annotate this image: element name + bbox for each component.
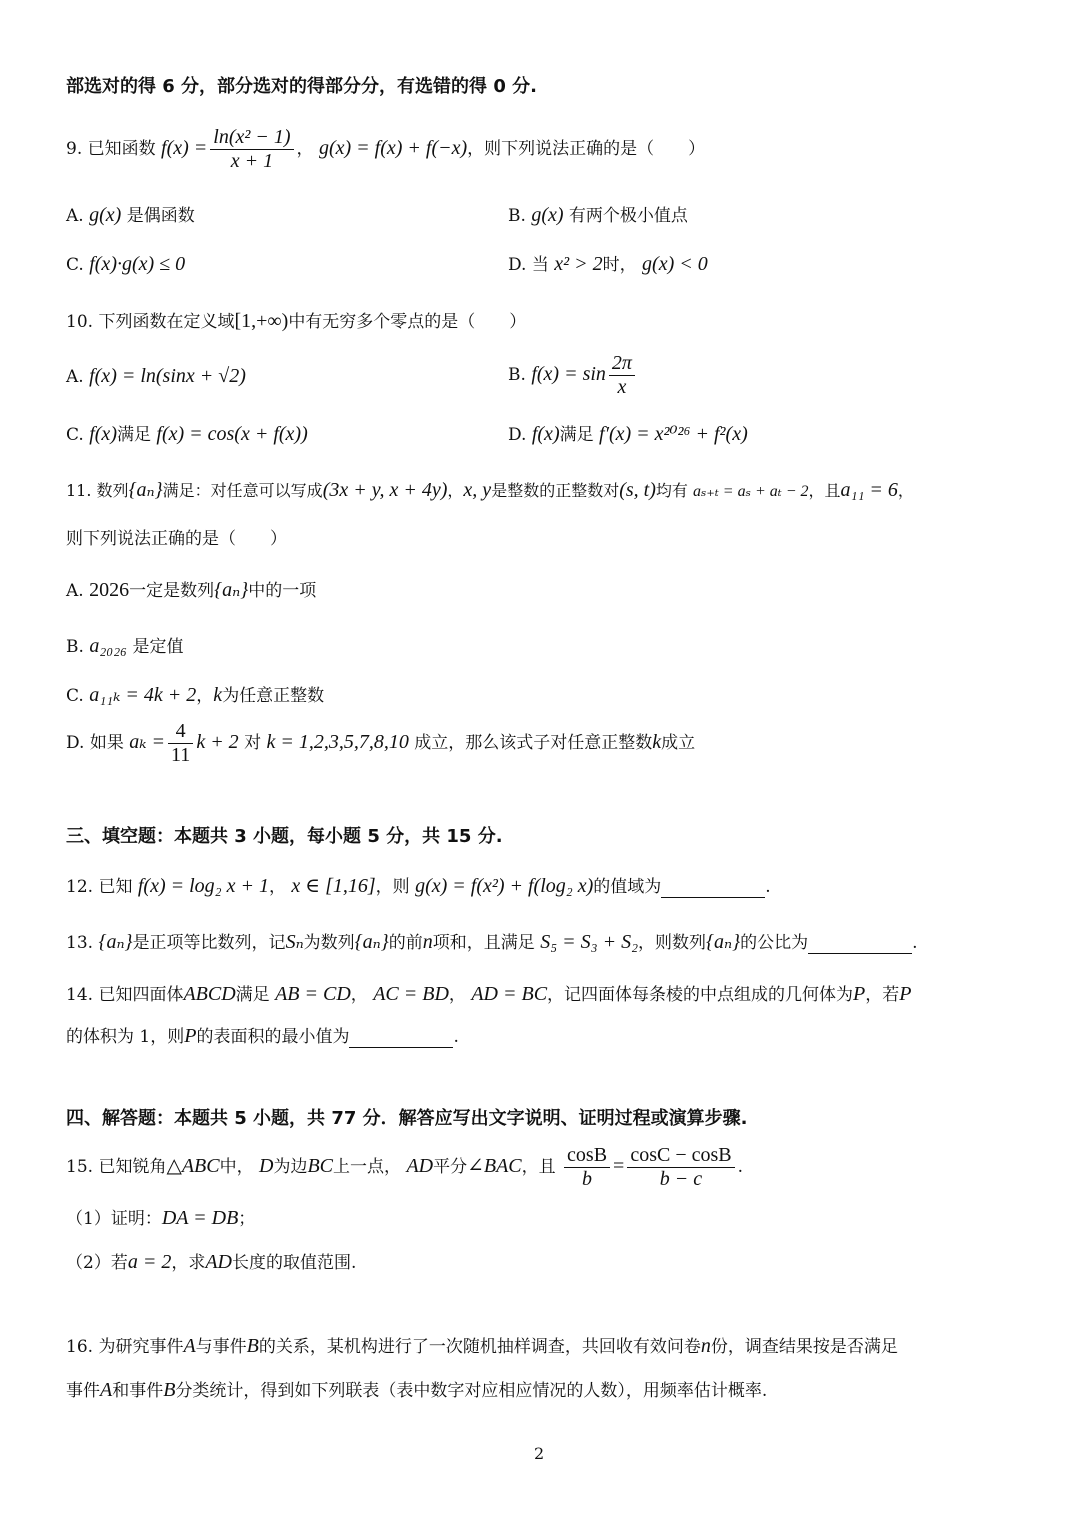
q9-f-denominator: x + 1	[230, 150, 274, 172]
question-10	[66, 309, 526, 333]
q13-end: .	[912, 933, 918, 953]
q16-s3: 的关系，某机构进行了一次随机抽样调查，共回收有效问卷	[258, 1337, 701, 1357]
question-14	[66, 982, 911, 1006]
q10-domain: [1,+∞)	[234, 310, 289, 332]
q9-option-b-label: B.	[508, 206, 526, 226]
q10-option-b-numerator: 2π	[609, 352, 635, 376]
q13-s3: 的前	[388, 933, 423, 953]
q10-option-a-math: f(x) = ln(sinx + √2)	[89, 365, 246, 387]
q10-option-c	[66, 422, 308, 446]
q13-seq2: {aₙ}	[354, 931, 389, 953]
q13-seq3: {aₙ}	[706, 931, 741, 953]
q11-s7: ，	[897, 481, 914, 500]
page-number: 2	[534, 1444, 545, 1463]
q11-option-c-t2: 为任意正整数	[222, 686, 325, 706]
q16-s4: 份，调查结果按是否满足	[710, 1337, 898, 1357]
q15-frac1-denominator: b	[582, 1168, 593, 1190]
q12-s3: ，则	[375, 877, 410, 897]
q9-option-c-math: f(x)·g(x) ≤ 0	[89, 253, 186, 275]
q16-line2	[66, 1378, 767, 1402]
q11-option-a-label: A.	[66, 581, 84, 601]
q10-stem-pre: 下列函数在定义域	[98, 312, 235, 332]
q15-p2-end: 长度的取值范围.	[232, 1253, 357, 1273]
q14-p: P	[853, 983, 866, 1005]
q11-option-d-rhs: k + 2	[196, 731, 239, 753]
q15-angle: ∠BAC	[467, 1155, 522, 1177]
q11-option-d-fraction	[168, 720, 193, 767]
q10-option-d-label: D.	[508, 425, 527, 445]
q10-option-c-math: f(x) = cos(x + f(x))	[156, 423, 308, 445]
q11-s3: ，	[447, 481, 464, 500]
q11-a11: a₁₁ = 6	[840, 479, 898, 501]
q9-option-b-math: g(x)	[531, 204, 564, 226]
q11-s6: ，且	[808, 481, 841, 500]
q9-f-fraction	[210, 126, 293, 173]
q9-g-definition: g(x) = f(x) + f(−x)	[318, 137, 468, 159]
q12-number: 12.	[66, 877, 94, 897]
intro-instruction: 部选对的得 6 分，部分选对的得部分分，有选错的得 0 分.	[66, 76, 537, 97]
q10-option-b-lhs: f(x) = sin	[531, 363, 606, 385]
q15-frac1-numerator: cosB	[564, 1144, 610, 1168]
q9-option-b-text: 有两个极小值点	[568, 206, 688, 226]
q15-p2-mid: ，求	[171, 1253, 206, 1273]
q13-eq: S₅ = S₃ + S₂	[540, 931, 639, 953]
q14-p2: P	[899, 983, 912, 1005]
q14-line2	[66, 1024, 459, 1048]
q10-option-d-math: f′(x) = x²⁰²⁶ + f²(x)	[599, 423, 748, 445]
q11-option-a	[66, 578, 316, 602]
q14-s1: 已知四面体	[98, 985, 184, 1005]
q11-number: 11.	[66, 481, 92, 500]
q9-option-c	[66, 252, 185, 276]
q11-option-c-label: C.	[66, 686, 84, 706]
q14-tetrahedron: ABCD	[183, 983, 236, 1005]
q9-option-a-math: g(x)	[89, 204, 122, 226]
q15-p1-math: DA = DB	[161, 1207, 239, 1229]
q11-option-d-t1: 对	[244, 733, 262, 753]
q9-lead: 已知函数	[87, 139, 156, 159]
q11-option-d-lhs: aₖ =	[129, 731, 166, 753]
q9-option-a	[66, 203, 195, 227]
q9-option-b	[508, 203, 688, 227]
q12-s4: 的值域为	[593, 877, 662, 897]
q15-ad: AD	[406, 1155, 434, 1177]
q9-option-d-label: D.	[508, 255, 527, 275]
q16-a: A	[183, 1335, 196, 1357]
q15-d: D	[259, 1155, 274, 1177]
q16-b: B	[246, 1335, 259, 1357]
q16-number: 16.	[66, 1337, 94, 1357]
q11-option-b	[66, 634, 184, 658]
q11-option-d-denominator: 11	[171, 744, 191, 766]
q10-number: 10.	[66, 312, 94, 332]
q12-answer-blank	[661, 881, 765, 898]
q9-option-d-pre: 当	[531, 255, 549, 275]
q11-relation: aₛ₊ₜ = aₛ + aₜ − 2	[692, 483, 809, 500]
q14-s2: 满足	[235, 985, 270, 1005]
q10-option-c-text: 满足	[116, 425, 151, 445]
q11-option-a-t1: 一定是数列	[129, 581, 215, 601]
q10-option-b	[508, 352, 638, 399]
q9-option-a-text: 是偶函数	[126, 206, 195, 226]
q14-end: .	[453, 1027, 459, 1047]
q10-option-a-label: A.	[66, 367, 84, 387]
q9-tail: ，则下列说法正确的是（ ）	[467, 139, 706, 159]
q11-s2: 满足：对任意可以写成	[162, 481, 323, 500]
q15-triangle: △ABC	[166, 1155, 220, 1177]
q12-g: g(x) = f(x²) + f(log₂ x)	[415, 875, 594, 897]
q10-option-b-fraction	[609, 352, 635, 399]
q10-option-c-label: C.	[66, 425, 84, 445]
q15-part-1	[66, 1206, 255, 1230]
section-3-heading: 三、填空题：本题共 3 小题，每小题 5 分，共 15 分.	[66, 826, 503, 847]
q11-seq: {aₙ}	[128, 479, 163, 501]
q11-option-d	[66, 720, 695, 767]
q13-n: n	[422, 931, 433, 953]
q16-b2: B	[163, 1379, 176, 1401]
q15-end: .	[737, 1157, 744, 1177]
q10-option-c-func: f(x)	[89, 423, 117, 445]
q14-line2a: 的体积为 1，则	[66, 1027, 185, 1047]
q15-frac2-denominator: b − c	[659, 1168, 703, 1190]
q15-s6: ，且	[521, 1157, 556, 1177]
q14-s4: ，若	[865, 985, 900, 1005]
q12-domain: x ∈ [1,16]	[291, 875, 376, 897]
question-11	[66, 478, 914, 502]
q10-option-d-func: f(x)	[531, 423, 560, 445]
q13-s6: 的公比为	[740, 933, 809, 953]
q12-s1: 已知	[98, 877, 133, 897]
q15-s2: 中，	[219, 1157, 254, 1177]
q13-s5: ，则数列	[638, 933, 707, 953]
q12-end: .	[765, 877, 771, 897]
q11-option-b-label: B.	[66, 637, 84, 657]
q13-s2: 为数列	[303, 933, 355, 953]
q9-option-d-math2: g(x) < 0	[642, 253, 708, 275]
q13-sn: Sₙ	[285, 931, 304, 953]
q11-option-c-t1: ，	[196, 686, 214, 706]
q11-s4: 是整数的正整数对	[491, 481, 620, 500]
q16-l2b: 和事件	[112, 1381, 164, 1401]
q10-stem-post: 中有无穷多个零点的是（ ）	[288, 312, 527, 332]
question-15	[66, 1144, 743, 1191]
q15-fraction-2	[627, 1144, 734, 1191]
q16-a2: A	[100, 1379, 113, 1401]
q15-p1-end: ；	[238, 1209, 256, 1229]
q14-c1: ，	[350, 985, 368, 1005]
q16-l2a: 事件	[66, 1381, 100, 1401]
q13-s1: 是正项等比数列，记	[132, 933, 286, 953]
q11-option-a-number: 2026	[89, 579, 130, 601]
q15-equals: =	[613, 1155, 625, 1177]
q11-option-c	[66, 683, 324, 707]
question-9	[66, 126, 705, 173]
question-12	[66, 874, 771, 898]
q15-p1-label: （1）证明：	[66, 1209, 162, 1229]
q10-option-d	[508, 422, 748, 446]
q11-option-b-math: a₂₀₂₆	[89, 635, 128, 657]
q11-option-d-t2: 成立，那么该式子对任意正整数	[414, 733, 653, 753]
q10-option-b-label: B.	[508, 365, 526, 385]
q11-pair: (3x + y, x + 4y)	[322, 479, 448, 501]
q14-e1: AB = CD	[275, 983, 351, 1005]
q9-f-lhs: f(x) =	[161, 137, 208, 159]
q9-sep: ，	[296, 139, 314, 159]
q11-option-b-text: 是定值	[132, 637, 184, 657]
q13-seq: {aₙ}	[98, 931, 133, 953]
q15-p2-label: （2）若	[66, 1253, 128, 1273]
q15-s4: 上一点，	[333, 1157, 402, 1177]
q15-p2-math: a = 2	[127, 1251, 172, 1273]
q11-st: (s, t)	[619, 479, 656, 501]
q16-s1: 为研究事件	[98, 1337, 184, 1357]
q14-line2b: 的表面积的最小值为	[196, 1027, 350, 1047]
q11-s5: 均有	[655, 481, 688, 500]
q14-e2: AC = BD	[373, 983, 449, 1005]
q15-number: 15.	[66, 1157, 94, 1177]
q11-option-a-seq: {aₙ}	[214, 579, 249, 601]
q9-f-numerator: ln(x² − 1)	[210, 126, 293, 150]
q11-s1: 数列	[96, 481, 129, 500]
q9-option-a-label: A.	[66, 206, 84, 226]
q14-answer-blank	[349, 1031, 453, 1048]
q15-s1: 已知锐角	[98, 1157, 167, 1177]
q9-option-d-math1: x² > 2	[554, 253, 603, 275]
q13-s4: 项和，且满足	[432, 933, 535, 953]
q15-fraction-1	[564, 1144, 610, 1191]
q9-option-c-label: C.	[66, 255, 84, 275]
q14-c2: ，	[448, 985, 466, 1005]
q14-s3: ，记四面体每条棱的中点组成的几何体为	[547, 985, 854, 1005]
q11-option-d-pre: 如果	[89, 733, 124, 753]
q13-number: 13.	[66, 933, 94, 953]
q9-number: 9.	[66, 139, 83, 159]
q15-part-2	[66, 1250, 356, 1274]
q11-xy: x, y	[463, 479, 492, 501]
question-13	[66, 930, 918, 954]
section-4-heading: 四、解答题：本题共 5 小题，共 77 分．解答应写出文字说明、证明过程或演算步骤.	[66, 1108, 748, 1129]
q14-e3: AD = BC	[471, 983, 548, 1005]
q11-option-d-k: k	[652, 731, 662, 753]
q16-s2: 与事件	[195, 1337, 247, 1357]
q11-option-d-label: D.	[66, 733, 85, 753]
q15-s5: 平分	[433, 1157, 468, 1177]
q11-option-a-t2: 中的一项	[248, 581, 317, 601]
q11-option-c-math: a₁₁ₖ = 4k + 2	[89, 684, 197, 706]
q14-p3: P	[184, 1025, 197, 1047]
q14-number: 14.	[66, 985, 94, 1005]
q11-option-d-kset: k = 1,2,3,5,7,8,10	[266, 731, 409, 753]
q10-option-b-denominator: x	[617, 376, 627, 398]
q13-answer-blank	[808, 937, 912, 954]
q11-line2: 则下列说法正确的是（ ）	[66, 529, 287, 549]
q12-s2: ，	[269, 877, 286, 897]
q16-l2c: 分类统计，得到如下列联表（表中数字对应相应情况的人数），用频率估计概率.	[175, 1381, 768, 1401]
q11-option-d-t3: 成立	[661, 733, 696, 753]
q15-bc: BC	[307, 1155, 334, 1177]
q11-option-d-numerator: 4	[168, 720, 193, 744]
q10-option-d-text: 满足	[559, 425, 594, 445]
q15-frac2-numerator: cosC − cosB	[627, 1144, 734, 1168]
q11-option-c-k: k	[213, 684, 223, 706]
q16-n: n	[700, 1335, 711, 1357]
question-16	[66, 1334, 898, 1358]
q15-p2-ad: AD	[205, 1251, 232, 1273]
q9-option-d	[508, 252, 708, 276]
q10-option-a	[66, 364, 246, 388]
q12-f: f(x) = log₂ x + 1	[137, 875, 269, 897]
q9-option-d-mid: 时，	[602, 255, 637, 275]
q15-s3: 为边	[273, 1157, 308, 1177]
